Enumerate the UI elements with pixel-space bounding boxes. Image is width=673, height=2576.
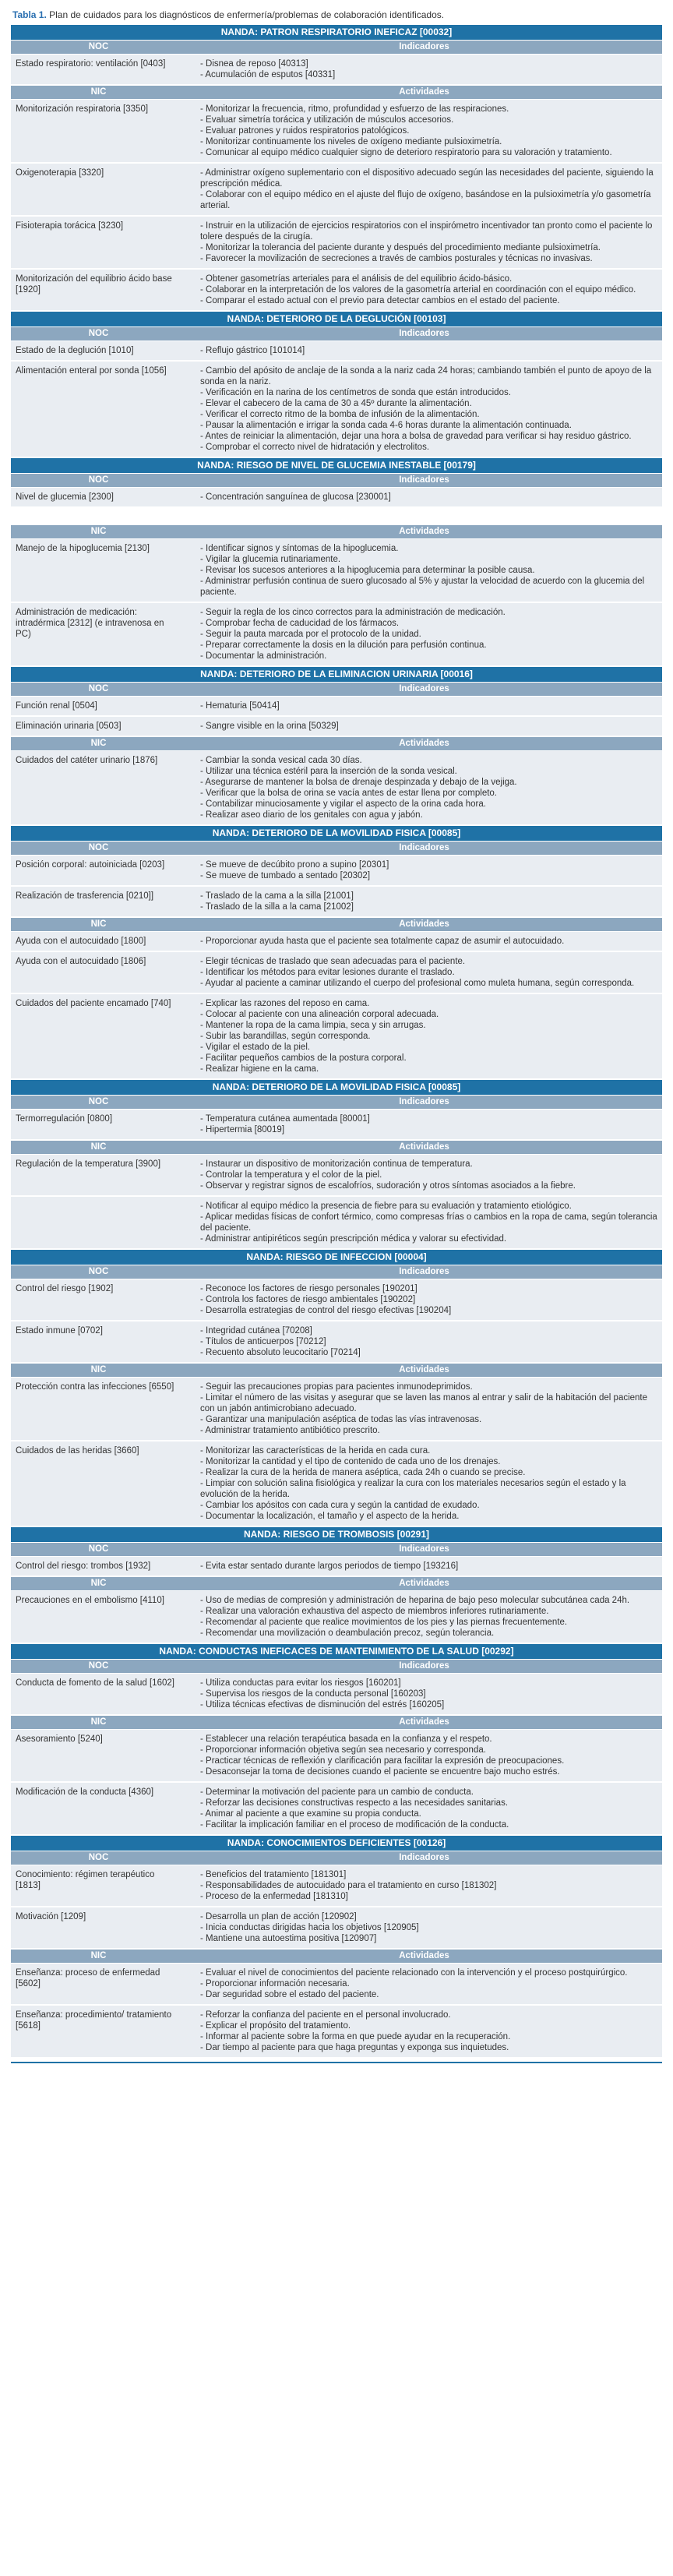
nic-header-label: NIC <box>90 1365 107 1374</box>
indicator-item: - Cambio del apósito de anclaje de la sonda a la nariz cada 24 horas; cambiando también el punto de apoyo de la sonda en la nariz. <box>200 365 657 387</box>
nic-items <box>186 100 662 162</box>
nic-items <box>186 270 662 310</box>
nic-header-label: NIC <box>90 739 107 748</box>
nic-name: Fisioterapia torácica [3230] <box>16 221 124 231</box>
nic-name: Precauciones en el embolismo [4110] <box>16 1596 164 1605</box>
noc-row <box>11 55 662 86</box>
activity-item: - Proporcionar ayuda hasta que el paciente sea totalmente capaz de asumir el autocuidado. <box>200 936 657 947</box>
nic-items <box>186 164 662 215</box>
indicator-item: - Proceso de la enfermedad [181310] <box>200 1891 657 1902</box>
indicator-item: - Responsabilidades de autocuidado para el tratamiento en curso [181302] <box>200 1880 657 1891</box>
noc-name: Alimentación enteral por sonda [1056] <box>16 366 167 376</box>
activity-item: - Comunicar al equipo médico cualquier signo de deterioro respiratorio para su valoración y tratamiento. <box>200 147 657 158</box>
indicator-item: - Elevar el cabecero de la cama de 30 a 45º durante la alimentación. <box>200 398 657 409</box>
nic-header-detail: Actividades <box>399 1142 449 1152</box>
nic-header-detail: Actividades <box>399 1579 449 1588</box>
noc-items <box>186 856 662 885</box>
noc-items <box>186 362 662 457</box>
activity-item: - Proporcionar información necesaria. <box>200 1978 657 1989</box>
noc-column-header <box>11 683 662 697</box>
noc-column-header <box>11 1096 662 1110</box>
indicator-item: - Disnea de reposo [40313] <box>200 58 657 69</box>
activity-item: - Colaborar con el equipo médico en el ajuste del flujo de oxígeno, basándose en la pulsioximetría y/o gasometría arterial. <box>200 189 657 211</box>
nic-name <box>11 1197 186 1248</box>
nanda-section <box>11 25 662 312</box>
noc-row <box>11 1557 662 1577</box>
table-label: Tabla 1. <box>12 9 47 20</box>
activity-item: - Animar al paciente a que examine su propia conducta. <box>200 1808 657 1819</box>
nanda-title: NANDA: CONOCIMIENTOS DEFICIENTES [00126] <box>11 1836 662 1851</box>
indicator-item: - Desarrolla estrategias de control del riesgo efectivas [190204] <box>200 1305 657 1316</box>
noc-column-header <box>11 327 662 341</box>
indicator-item: - Verificación en la narina de los centímetros de sonda que están introducidos. <box>200 387 657 398</box>
nanda-section <box>11 1080 662 1250</box>
activity-item: - Limitar el número de las visitas y asegurar que se laven las manos al entrar y salir de la habitación del paciente con un jabón antimicrobiano adecuado. <box>200 1392 657 1414</box>
nic-name: Enseñanza: proceso de enfermedad [5602] <box>16 1968 160 1988</box>
indicator-item: - Reconoce los factores de riesgo personales [190201] <box>200 1283 657 1294</box>
nic-row <box>11 932 662 952</box>
activity-item: - Colocar al paciente con una alineación corporal adecuada. <box>200 1009 657 1020</box>
noc-row <box>11 1865 662 1907</box>
nic-column-header <box>11 918 662 932</box>
nic-column-header <box>11 1364 662 1378</box>
activity-item: - Instruir en la utilización de ejercicios respiratorios con el inspirómetro incentivador tan pronto como el paciente lo tolere después de la cirugía. <box>200 221 657 242</box>
noc-name: Termorregulación [0800] <box>16 1114 113 1124</box>
nic-name: Asesoramiento [5240] <box>16 1734 103 1744</box>
noc-row <box>11 1110 662 1141</box>
nic-items <box>186 952 662 993</box>
activity-item: - Reforzar la confianza del paciente en el personal involucrado. <box>200 2010 657 2020</box>
activity-item: - Instaurar un dispositivo de monitorización continua de temperatura. <box>200 1159 657 1170</box>
noc-header-detail: Indicadores <box>399 684 449 693</box>
activity-item: - Cambiar los apósitos con cada cura y según la cantidad de exudado. <box>200 1500 657 1511</box>
nanda-title: NANDA: PATRON RESPIRATORIO INEFICAZ [00032] <box>11 25 662 41</box>
activity-item: - Limpiar con solución salina fisiológica y realizar la cura con los materiales necesarios según el estado y la evolución de la herida. <box>200 1478 657 1500</box>
indicator-item: - Se mueve de tumbado a sentado [20302] <box>200 870 657 881</box>
noc-name: Posición corporal: autoiniciada [0203] <box>16 860 165 870</box>
nanda-title: NANDA: CONDUCTAS INEFICACES DE MANTENIMIENTO DE LA SALUD [00292] <box>11 1644 662 1660</box>
nic-name: Administración de medicación: intradérmica [2312] (e intravenosa en PC) <box>16 608 164 639</box>
table-caption <box>12 9 661 20</box>
noc-header-label: NOC <box>88 684 109 693</box>
indicator-item: - Beneficios del tratamiento [181301] <box>200 1869 657 1880</box>
indicator-item: - Traslado de la cama a la silla [21001] <box>200 891 657 902</box>
activity-item: - Monitorizar la frecuencia, ritmo, profundidad y esfuerzo de las respiraciones. <box>200 104 657 115</box>
nic-header-detail: Actividades <box>399 1951 449 1960</box>
nic-row <box>11 217 662 270</box>
table-bottom-rule <box>11 2062 662 2063</box>
indicator-item: - Títulos de anticuerpos [70212] <box>200 1336 657 1347</box>
nic-name: Oxigenoterapia [3320] <box>16 168 104 178</box>
activity-item: - Monitorizar las características de la herida en cada cura. <box>200 1445 657 1456</box>
indicator-item: - Temperatura cutánea aumentada [80001] <box>200 1113 657 1124</box>
noc-row <box>11 1674 662 1716</box>
activity-item: - Recomendar una movilización o deambulación precoz, según tolerancia. <box>200 1628 657 1639</box>
noc-items <box>186 341 662 360</box>
nic-name: Manejo de la hipoglucemia [2130] <box>16 544 150 553</box>
activity-item: - Explicar las razones del reposo en cama. <box>200 998 657 1009</box>
activity-item: - Practicar técnicas de reflexión y clarificación para facilitar la expresión de preocupaciones. <box>200 1756 657 1766</box>
noc-items <box>186 55 662 84</box>
activity-item: - Facilitar la implicación familiar en el proceso de modificación de la conducta. <box>200 1819 657 1830</box>
noc-header-label: NOC <box>88 1853 109 1862</box>
nic-column-header <box>11 1950 662 1964</box>
nanda-section <box>11 1527 662 1644</box>
nic-name: Protección contra las infecciones [6550] <box>16 1382 174 1392</box>
noc-items <box>186 1557 662 1576</box>
nic-header-detail: Actividades <box>399 739 449 748</box>
noc-row <box>11 856 662 887</box>
nanda-title: NANDA: RIESGO DE TROMBOSIS [00291] <box>11 1527 662 1543</box>
activity-item: - Revisar los sucesos anteriores a la hipoglucemia para determinar la posible causa. <box>200 565 657 576</box>
activity-item: - Controlar la temperatura y el color de la piel. <box>200 1170 657 1180</box>
nic-row <box>11 952 662 994</box>
care-plan-table <box>11 0 662 2063</box>
nic-name: Cuidados del catéter urinario [1876] <box>16 756 158 765</box>
nanda-section <box>11 826 662 1080</box>
indicator-item: - Utiliza técnicas efectivas de disminución del estrés [160205] <box>200 1699 657 1710</box>
nic-column-header <box>11 1141 662 1155</box>
activity-item: - Establecer una relación terapéutica basada en la confianza y el respeto. <box>200 1734 657 1745</box>
noc-header-label: NOC <box>88 1267 109 1276</box>
nic-items <box>186 751 662 824</box>
activity-item: - Asegurarse de mantener la bolsa de drenaje despinzada y debajo de la vejiga. <box>200 777 657 788</box>
nic-row <box>11 994 662 1080</box>
noc-row <box>11 341 662 362</box>
indicator-item: - Evita estar sentado durante largos periodos de tiempo [193216] <box>200 1561 657 1572</box>
activity-item: - Administrar tratamiento antibiótico prescrito. <box>200 1425 657 1436</box>
noc-name: Realización de trasferencia [0210]] <box>16 891 154 901</box>
nic-name: Ayuda con el autocuidado [1806] <box>16 957 146 966</box>
noc-row <box>11 1322 662 1364</box>
nic-items <box>186 1591 662 1643</box>
nic-row <box>11 1442 662 1527</box>
activity-item: - Realizar la cura de la herida de manera aséptica, cada 24h o cuando se precise. <box>200 1467 657 1478</box>
activity-item: - Colaborar en la interpretación de los valores de la gasometría arterial en coordinación con el equipo médico. <box>200 284 657 295</box>
nic-name: Enseñanza: procedimiento/ tratamiento [5618] <box>16 2010 172 2031</box>
indicator-item: - Traslado de la silla a la cama [21002] <box>200 902 657 912</box>
noc-items <box>186 1110 662 1139</box>
activity-item: - Preparar correctamente la dosis en la dilución para perfusión continua. <box>200 640 657 651</box>
nic-header-label: NIC <box>90 1717 107 1727</box>
noc-name: Estado inmune [0702] <box>16 1326 103 1336</box>
nic-name: Monitorización del equilibrio ácido base [1920] <box>16 274 172 295</box>
activity-item: - Evaluar simetría torácica y utilización de músculos accesorios. <box>200 115 657 125</box>
nic-header-label: NIC <box>90 1951 107 1960</box>
nic-column-header <box>11 86 662 100</box>
activity-item: - Cambiar la sonda vesical cada 30 días. <box>200 755 657 766</box>
activity-item: - Notificar al equipo médico la presencia de fiebre para su evaluación y tratamiento etiológico. <box>200 1201 657 1212</box>
activity-item: - Evaluar el nivel de conocimientos del paciente relacionado con la intervención y el proceso postquirúrgico. <box>200 1967 657 1978</box>
activity-item: - Realizar una valoración exhaustiva del aspecto de miembros inferiores rutinariamente. <box>200 1606 657 1617</box>
noc-header-detail: Indicadores <box>399 1267 449 1276</box>
indicator-item: - Sangre visible en la orina [50329] <box>200 721 657 732</box>
indicator-item: - Hipertermia [80019] <box>200 1124 657 1135</box>
nic-row <box>11 1197 662 1250</box>
activity-item: - Obtener gasometrías arteriales para el análisis de del equilibrio ácido-básico. <box>200 273 657 284</box>
indicator-item: - Recuento absoluto leucocitario [70214] <box>200 1347 657 1358</box>
activity-item: - Realizar higiene en la cama. <box>200 1064 657 1075</box>
noc-row <box>11 362 662 458</box>
noc-items <box>186 1865 662 1906</box>
activity-item: - Seguir la pauta marcada por el protocolo de la unidad. <box>200 629 657 640</box>
activity-item: - Verificar que la bolsa de orina se vacía antes de estar llena por completo. <box>200 788 657 799</box>
nanda-section <box>11 1250 662 1527</box>
nic-row <box>11 1378 662 1442</box>
nic-row <box>11 1730 662 1783</box>
nic-items <box>186 539 662 602</box>
indicator-item: - Se mueve de decúbito prono a supino [20301] <box>200 859 657 870</box>
nanda-section <box>11 458 662 667</box>
indicator-item: - Acumulación de esputos [40331] <box>200 69 657 80</box>
indicator-item: - Desarrolla un plan de acción [120902] <box>200 1911 657 1922</box>
nic-items <box>186 603 662 665</box>
indicator-item: - Mantiene una autoestima positiva [120907] <box>200 1933 657 1944</box>
activity-item: - Reforzar las decisiones constructivas respecto a las necesidades sanitarias. <box>200 1798 657 1808</box>
activity-item: - Observar y registrar signos de escalofríos, sudoración y otros síntomas asociados a la fiebre. <box>200 1180 657 1191</box>
noc-header-detail: Indicadores <box>399 329 449 338</box>
nic-row <box>11 164 662 217</box>
nic-column-header <box>11 525 662 539</box>
noc-header-label: NOC <box>88 1544 109 1554</box>
nanda-title: NANDA: DETERIORO DE LA ELIMINACION URINARIA [00016] <box>11 667 662 683</box>
activity-item: - Documentar la administración. <box>200 651 657 662</box>
noc-column-header <box>11 474 662 488</box>
indicator-item: - Controla los factores de riesgo ambientales [190202] <box>200 1294 657 1305</box>
activity-item: - Favorecer la movilización de secreciones a través de cambios posturales y técnicas no invasivas. <box>200 253 657 264</box>
nic-header-detail: Actividades <box>399 87 449 97</box>
activity-item: - Vigilar el estado de la piel. <box>200 1042 657 1053</box>
nic-row <box>11 539 662 603</box>
nic-header-label: NIC <box>90 1142 107 1152</box>
noc-items <box>186 887 662 916</box>
activity-item: - Aplicar medidas físicas de confort térmico, como compresas frías o cambios en la ropa de cama, según tolerancia del paciente. <box>200 1212 657 1233</box>
noc-row <box>11 488 662 508</box>
nic-items <box>186 1730 662 1781</box>
noc-name: Motivación [1209] <box>16 1912 86 1921</box>
noc-header-detail: Indicadores <box>399 1097 449 1106</box>
activity-item: - Ayudar al paciente a caminar utilizando el cuerpo del profesional como muleta humana, según corresponda. <box>200 978 657 989</box>
indicator-item: - Inicia conductas dirigidas hacia los objetivos [120905] <box>200 1922 657 1933</box>
nic-items <box>186 1197 662 1248</box>
activity-item: - Informar al paciente sobre la forma en que puede ayudar en la recuperación. <box>200 2031 657 2042</box>
noc-items <box>186 1907 662 1948</box>
indicator-item: - Concentración sanguínea de glucosa [230001] <box>200 492 657 503</box>
indicator-item: - Verificar el correcto ritmo de la bomba de infusión de la alimentación. <box>200 409 657 420</box>
noc-items <box>186 488 662 506</box>
nanda-section <box>11 1644 662 1836</box>
indicator-item: - Utiliza conductas para evitar los riesgos [160201] <box>200 1678 657 1689</box>
activity-item: - Dar tiempo al paciente para que haga preguntas y exponga sus inquietudes. <box>200 2042 657 2053</box>
nic-row <box>11 751 662 826</box>
nic-header-label: NIC <box>90 527 107 536</box>
noc-column-header <box>11 842 662 856</box>
noc-header-detail: Indicadores <box>399 42 449 51</box>
noc-name: Conducta de fomento de la salud [1602] <box>16 1678 174 1688</box>
activity-item: - Documentar la localización, el tamaño y el aspecto de la herida. <box>200 1511 657 1522</box>
activity-item: - Proporcionar información objetiva según sea necesario y corresponda. <box>200 1745 657 1756</box>
indicator-item: - Hematuria [50414] <box>200 700 657 711</box>
nic-row <box>11 1783 662 1836</box>
noc-header-label: NOC <box>88 1097 109 1106</box>
nic-name: Cuidados del paciente encamado [740] <box>16 999 171 1008</box>
noc-row <box>11 717 662 737</box>
nic-name: Cuidados de las heridas [3660] <box>16 1446 139 1456</box>
noc-column-header <box>11 1543 662 1557</box>
noc-row <box>11 697 662 717</box>
nic-name: Modificación de la conducta [4360] <box>16 1787 154 1797</box>
nic-items <box>186 1378 662 1440</box>
noc-name: Control del riesgo [1902] <box>16 1284 114 1293</box>
noc-header-detail: Indicadores <box>399 475 449 485</box>
noc-name: Estado de la deglución [1010] <box>16 346 134 355</box>
noc-header-detail: Indicadores <box>399 1544 449 1554</box>
nic-header-label: NIC <box>90 87 107 97</box>
activity-item: - Identificar los métodos para evitar lesiones durante el traslado. <box>200 967 657 978</box>
noc-items <box>186 1322 662 1362</box>
activity-item: - Administrar perfusión continua de suero glucosado al 5% y ajustar la velocidad de acuerdo con la glucemia del paciente. <box>200 576 657 598</box>
indicator-item: - Integridad cutánea [70208] <box>200 1325 657 1336</box>
sections-container <box>11 25 662 2059</box>
nic-header-detail: Actividades <box>399 1365 449 1374</box>
nic-name: Ayuda con el autocuidado [1800] <box>16 937 146 946</box>
activity-item: - Uso de medias de compresión y administración de heparina de bajo peso molecular subcutánea cada 24h. <box>200 1595 657 1606</box>
noc-column-header <box>11 1660 662 1674</box>
activity-item: - Monitorizar la cantidad y el tipo de contenido de cada uno de los drenajes. <box>200 1456 657 1467</box>
indicator-item: - Reflujo gástrico [101014] <box>200 345 657 356</box>
noc-row <box>11 887 662 918</box>
noc-name: Estado respiratorio: ventilación [0403] <box>16 59 166 69</box>
nic-items <box>186 932 662 951</box>
noc-items <box>186 1674 662 1714</box>
nic-items <box>186 1783 662 1834</box>
noc-header-detail: Indicadores <box>399 843 449 852</box>
nanda-section <box>11 1836 662 2059</box>
noc-column-header <box>11 1265 662 1279</box>
indicator-item: - Pausar la alimentación e irrigar la sonda cada 4-6 horas durante la alimentación continuada. <box>200 420 657 431</box>
activity-item: - Determinar la motivación del paciente para un cambio de conducta. <box>200 1787 657 1798</box>
activity-item: - Subir las barandillas, según corresponda. <box>200 1031 657 1042</box>
noc-row <box>11 1279 662 1322</box>
nic-row <box>11 1964 662 2006</box>
noc-name: Control del riesgo: trombos [1932] <box>16 1561 151 1571</box>
noc-header-label: NOC <box>88 475 109 485</box>
nic-items <box>186 994 662 1078</box>
nanda-title: NANDA: DETERIORO DE LA DEGLUCIÓN [00103] <box>11 312 662 327</box>
nanda-section <box>11 312 662 458</box>
activity-item: - Seguir la regla de los cinco correctos para la administración de medicación. <box>200 607 657 618</box>
indicator-item: - Supervisa los riesgos de la conducta personal [160203] <box>200 1689 657 1699</box>
table-caption-text: Plan de cuidados para los diagnósticos de enfermería/problemas de colaboración identificados. <box>49 9 445 20</box>
activity-item: - Facilitar pequeños cambios de la postura corporal. <box>200 1053 657 1064</box>
noc-name: Función renal [0504] <box>16 701 97 711</box>
activity-item: - Desaconsejar la toma de decisiones cuando el paciente se encuentre bajo mucho estrés. <box>200 1766 657 1777</box>
nic-header-label: NIC <box>90 1579 107 1588</box>
noc-row <box>11 1907 662 1950</box>
noc-column-header <box>11 41 662 55</box>
nic-row <box>11 270 662 312</box>
section-spacer <box>11 508 662 525</box>
nic-header-detail: Actividades <box>399 1717 449 1727</box>
nic-items <box>186 1442 662 1526</box>
nanda-section <box>11 667 662 826</box>
activity-item: - Explicar el propósito del tratamiento. <box>200 2020 657 2031</box>
nanda-title: NANDA: DETERIORO DE LA MOVILIDAD FISICA [00085] <box>11 1080 662 1096</box>
nic-row <box>11 2006 662 2059</box>
activity-item: - Elegir técnicas de traslado que sean adecuadas para el paciente. <box>200 956 657 967</box>
noc-column-header <box>11 1851 662 1865</box>
nic-items <box>186 2006 662 2057</box>
nanda-title: NANDA: RIESGO DE INFECCION [00004] <box>11 1250 662 1265</box>
activity-item: - Garantizar una manipulación aséptica de todas las vías intravenosas. <box>200 1414 657 1425</box>
activity-item: - Administrar antipiréticos según prescripción médica y valorar su efectividad. <box>200 1233 657 1244</box>
nanda-title: NANDA: RIESGO DE NIVEL DE GLUCEMIA INESTABLE [00179] <box>11 458 662 474</box>
activity-item: - Monitorizar la tolerancia del paciente durante y después del procedimiento mediante pulsioximetría. <box>200 242 657 253</box>
activity-item: - Identificar signos y síntomas de la hipoglucemia. <box>200 543 657 554</box>
nic-name: Regulación de la temperatura [3900] <box>16 1159 161 1169</box>
nanda-title: NANDA: DETERIORO DE LA MOVILIDAD FISICA [00085] <box>11 826 662 842</box>
nic-name: Monitorización respiratoria [3350] <box>16 104 149 114</box>
nic-header-detail: Actividades <box>399 527 449 536</box>
indicator-item: - Antes de reiniciar la alimentación, dejar una hora a bolsa de gravedad para verificar si hay residuo gástrico. <box>200 431 657 442</box>
noc-header-label: NOC <box>88 329 109 338</box>
activity-item: - Evaluar patrones y ruidos respiratorios patológicos. <box>200 125 657 136</box>
noc-header-label: NOC <box>88 843 109 852</box>
noc-header-detail: Indicadores <box>399 1853 449 1862</box>
activity-item: - Utilizar una técnica estéril para la inserción de la sonda vesical. <box>200 766 657 777</box>
noc-name: Conocimiento: régimen terapéutico [1813] <box>16 1870 155 1890</box>
activity-item: - Contabilizar minuciosamente y vigilar el aspecto de la orina cada hora. <box>200 799 657 810</box>
activity-item: - Comparar el estado actual con el previo para detectar cambios en el estado del paciente. <box>200 295 657 306</box>
activity-item: - Monitorizar continuamente los niveles de oxígeno mediante pulsioximetría. <box>200 136 657 147</box>
nic-items <box>186 1964 662 2004</box>
nic-row <box>11 603 662 667</box>
activity-item: - Dar seguridad sobre el estado del paciente. <box>200 1989 657 2000</box>
activity-item: - Comprobar fecha de caducidad de los fármacos. <box>200 618 657 629</box>
noc-name: Eliminación urinaria [0503] <box>16 722 122 731</box>
nic-items <box>186 1155 662 1195</box>
indicator-item: - Comprobar el correcto nivel de hidratación y electrolitos. <box>200 442 657 453</box>
nic-column-header <box>11 1716 662 1730</box>
noc-header-detail: Indicadores <box>399 1661 449 1671</box>
nic-row <box>11 1591 662 1644</box>
activity-item: - Realizar aseo diario de los genitales con agua y jabón. <box>200 810 657 820</box>
activity-item: - Administrar oxígeno suplementario con el dispositivo adecuado según las necesidades del paciente, siguiendo la prescripción médica. <box>200 168 657 189</box>
noc-items <box>186 697 662 715</box>
activity-item: - Mantener la ropa de la cama limpia, seca y sin arrugas. <box>200 1020 657 1031</box>
nic-header-detail: Actividades <box>399 919 449 929</box>
noc-header-label: NOC <box>88 42 109 51</box>
noc-items <box>186 1279 662 1320</box>
nic-header-label: NIC <box>90 919 107 929</box>
noc-items <box>186 717 662 736</box>
nic-row <box>11 100 662 164</box>
nic-column-header <box>11 737 662 751</box>
activity-item: - Seguir las precauciones propias para pacientes inmunodeprimidos. <box>200 1382 657 1392</box>
noc-header-label: NOC <box>88 1661 109 1671</box>
activity-item: - Vigilar la glucemia rutinariamente. <box>200 554 657 565</box>
noc-name: Nivel de glucemia [2300] <box>16 492 114 502</box>
activity-item: - Recomendar al paciente que realice movimientos de los pies y las piernas frecuentemente. <box>200 1617 657 1628</box>
nic-column-header <box>11 1577 662 1591</box>
nic-row <box>11 1155 662 1197</box>
nic-items <box>186 217 662 268</box>
